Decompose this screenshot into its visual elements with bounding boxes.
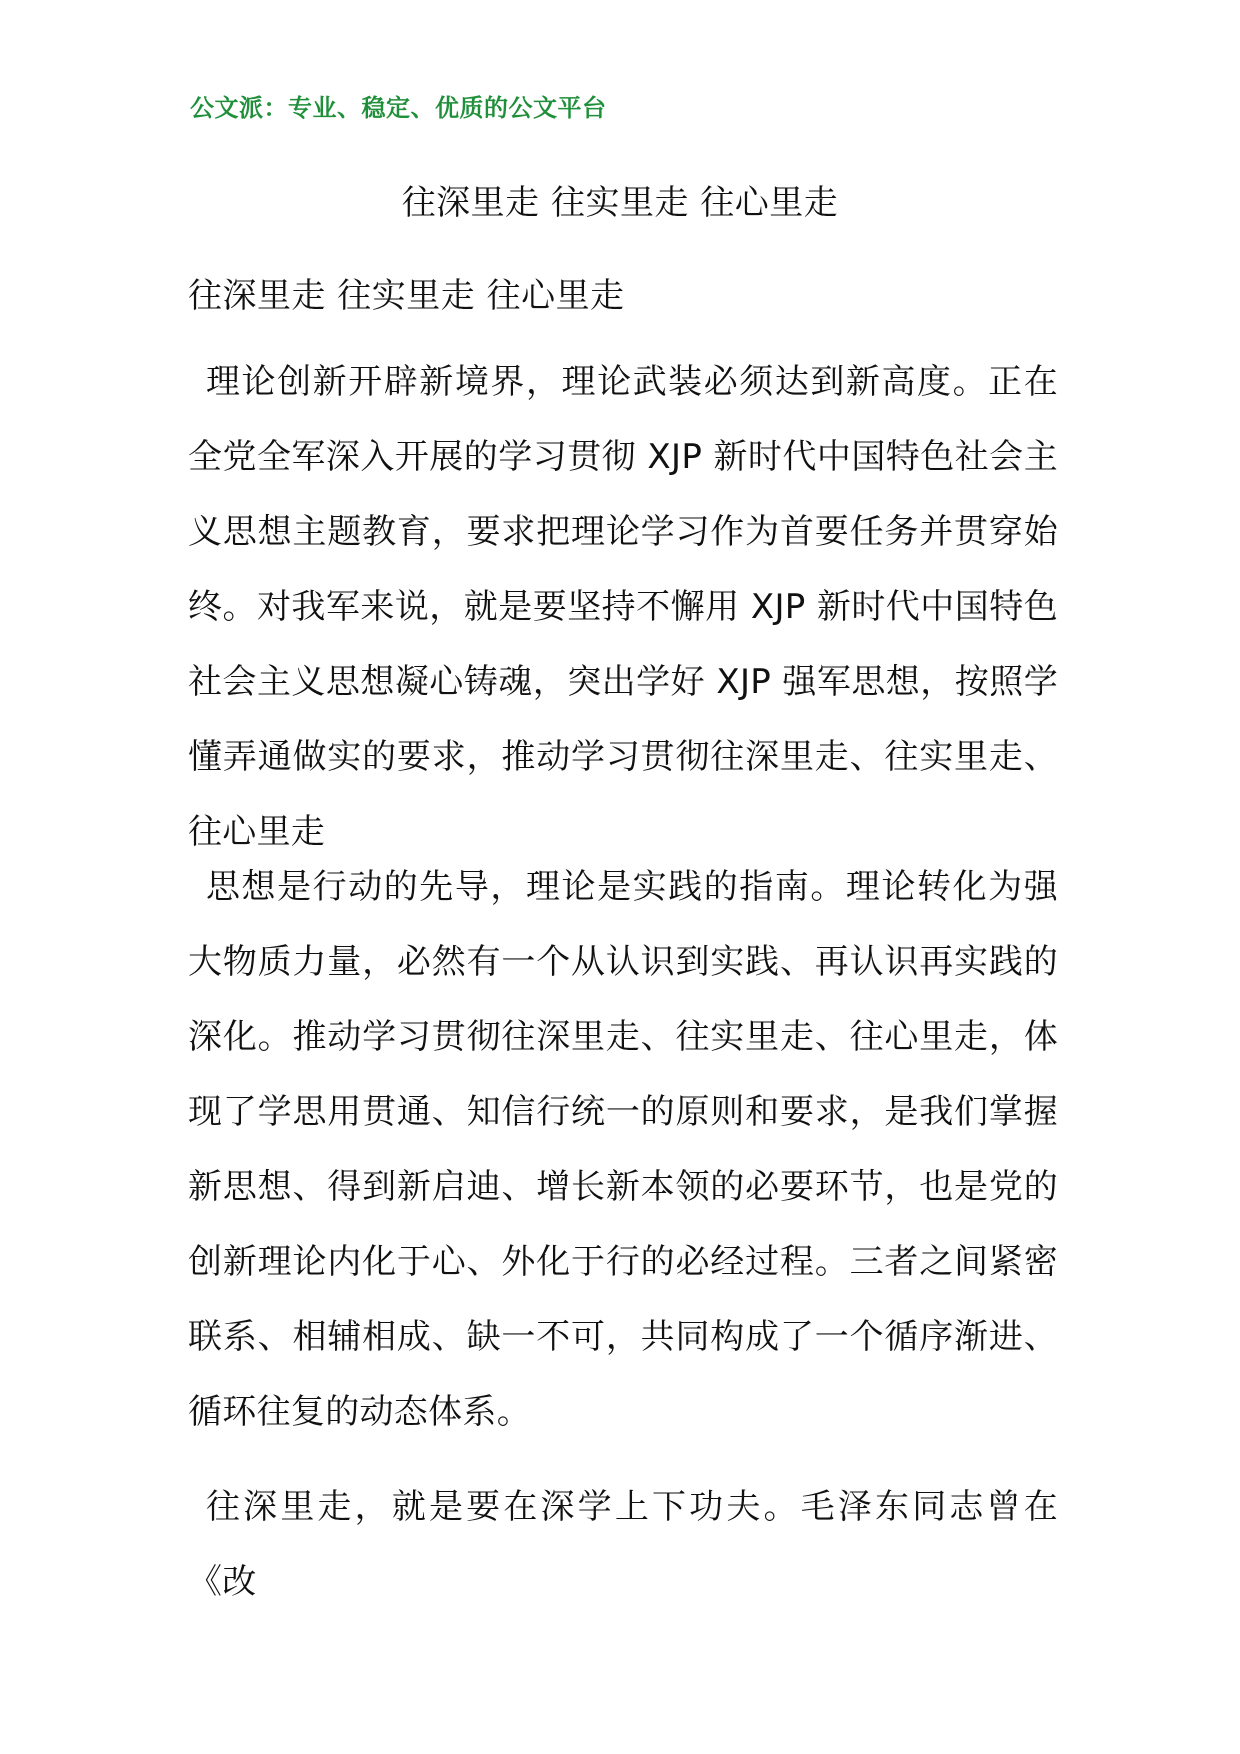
- document-title: 往深里走 往实里走 往心里走: [401, 183, 839, 223]
- body-paragraph: 理论创新开辟新境界，理论武装必须达到新高度。正在全党全军深入开展的学习贯彻 XJP 新时代中国特色社会主义思想主题教育，要求把理论学习作为首要任务并贯穿始终。对我军来说，就是要坚持不懈用 XJP 新时代中国特色社会主义思想凝心铸魂，突出学好 XJP 强军思想，按照学懂弄通做实的要求，推动学习贯彻往深里走、往实里走、往心里走: [188, 362, 1058, 852]
- body-paragraph: 思想是行动的先导，理论是实践的指南。理论转化为强大物质力量，必然有一个从认识到实践、再认识再实践的深化。推动学习贯彻往深里走、往实里走、往心里走，体现了学思用贯通、知信行统一的原则和要求，是我们掌握新思想、得到新启迪、增长新本领的必要环节，也是党的创新理论内化于心、外化于行的必经过程。三者之间紧密联系、相辅相成、缺一不可，共同构成了一个循序渐进、循环往复的动态体系。: [188, 867, 1058, 1432]
- document-subtitle: 往深里走 往实里走 往心里走: [188, 276, 625, 316]
- site-slogan-header: 公文派：专业、稳定、优质的公文平台: [190, 94, 607, 122]
- body-paragraph: 往深里走，就是要在深学上下功夫。毛泽东同志曾在《改: [188, 1487, 1058, 1602]
